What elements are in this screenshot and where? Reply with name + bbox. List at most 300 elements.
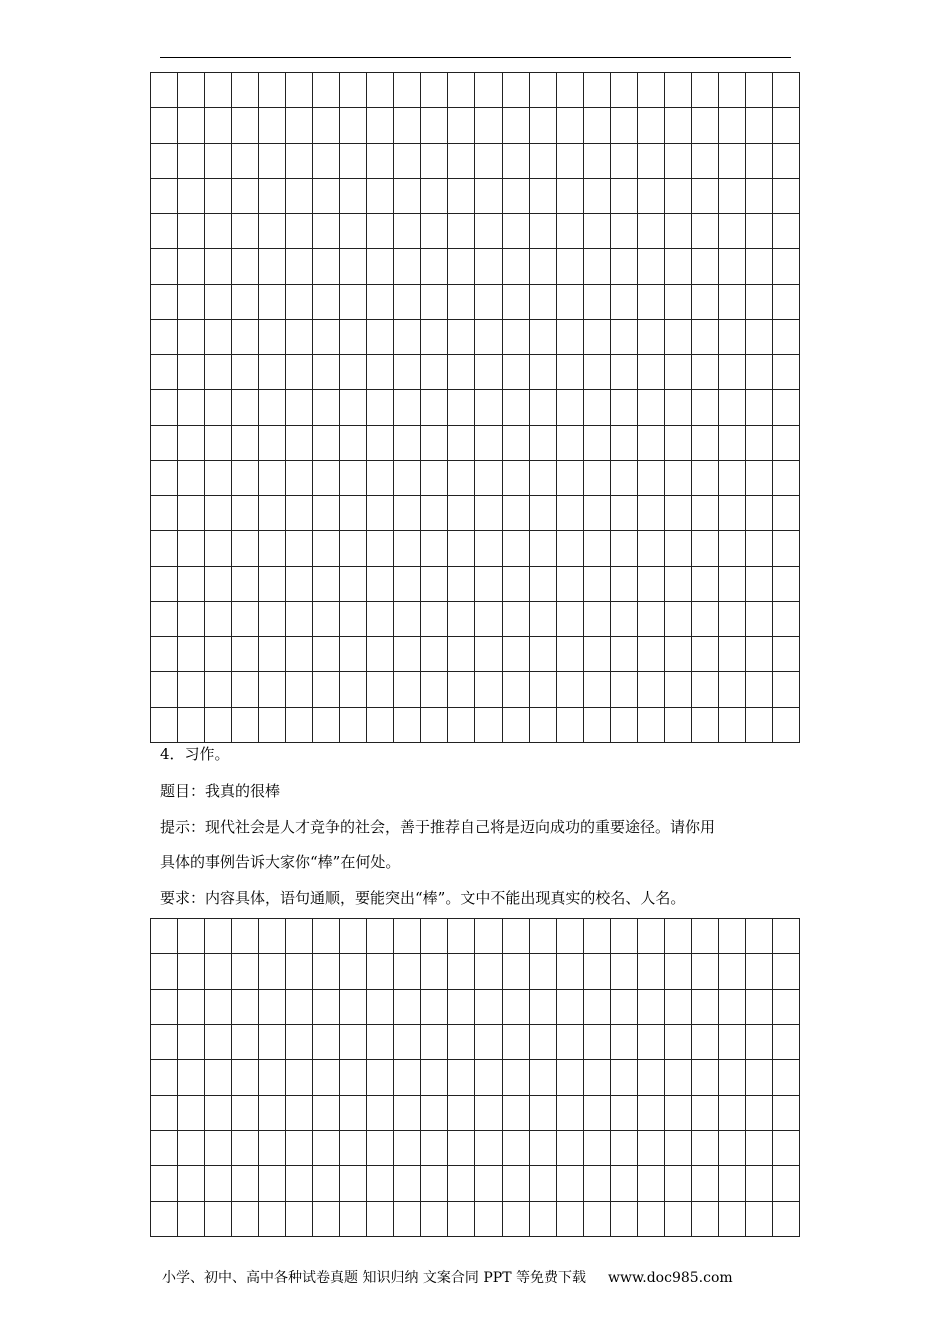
grid-cell [746,144,773,179]
grid-cell [584,637,611,672]
grid-cell [205,708,232,743]
grid-cell [503,1131,530,1166]
grid-cell [475,531,502,566]
grid-cell [313,1166,340,1201]
grid-cell [340,249,367,284]
grid-cell [178,285,205,320]
grid-cell [259,567,286,602]
grid-cell [530,144,557,179]
grid-cell [584,919,611,954]
grid-cell [151,179,178,214]
footer-text: 小学、初中、高中各种试卷真题 知识归纳 文案合同 PPT 等免费下载 [162,1270,586,1286]
grid-cell [367,73,394,108]
grid-cell [530,1202,557,1237]
grid-cell [719,214,746,249]
grid-cell [178,672,205,707]
grid-cell [773,1060,800,1095]
grid-cell [611,954,638,989]
grid-cell [611,73,638,108]
grid-cell [394,567,421,602]
grid-cell [719,672,746,707]
grid-cell [448,531,475,566]
grid-cell [584,531,611,566]
grid-cell [232,1025,259,1060]
grid-cell [259,919,286,954]
grid-cell [692,355,719,390]
grid-cell [719,954,746,989]
grid-cell [421,672,448,707]
grid-cell [421,1025,448,1060]
grid-cell [178,179,205,214]
grid-cell [475,567,502,602]
grid-cell [286,496,313,531]
grid-cell [340,179,367,214]
grid-cell [286,919,313,954]
grid-cell [503,708,530,743]
grid-cell [151,1166,178,1201]
grid-cell [475,1202,502,1237]
grid-cell [286,672,313,707]
grid-cell [313,496,340,531]
grid-cell [151,602,178,637]
grid-cell [475,1096,502,1131]
grid-cell [205,426,232,461]
grid-cell [421,73,448,108]
grid-cell [719,567,746,602]
grid-cell [692,567,719,602]
grid-cell [313,567,340,602]
grid-cell [746,496,773,531]
grid-cell [205,1025,232,1060]
grid-cell [394,73,421,108]
grid-cell [394,1096,421,1131]
grid-cell [475,708,502,743]
grid-cell [232,355,259,390]
grid-cell [448,285,475,320]
grid-cell [692,602,719,637]
grid-cell [557,1025,584,1060]
grid-cell [178,73,205,108]
grid-cell [205,567,232,602]
grid-cell [584,672,611,707]
grid-cell [503,1096,530,1131]
grid-cell [692,426,719,461]
grid-cell [746,249,773,284]
grid-cell [665,1025,692,1060]
grid-cell [205,355,232,390]
grid-cell [394,954,421,989]
grid-cell [475,1025,502,1060]
grid-cell [530,320,557,355]
grid-cell [611,1202,638,1237]
grid-cell [584,390,611,425]
grid-cell [448,1096,475,1131]
grid-cell [638,390,665,425]
grid-cell [367,1202,394,1237]
grid-cell [746,390,773,425]
grid-cell [286,531,313,566]
grid-cell [205,461,232,496]
grid-cell [503,602,530,637]
grid-cell [151,426,178,461]
grid-cell [313,602,340,637]
grid-cell [232,1166,259,1201]
grid-cell [313,637,340,672]
grid-cell [340,637,367,672]
grid-cell [205,285,232,320]
grid-cell [746,1096,773,1131]
grid-cell [692,708,719,743]
grid-cell [340,954,367,989]
grid-cell [151,672,178,707]
grid-cell [773,567,800,602]
grid-cell [665,355,692,390]
grid-cell [394,1025,421,1060]
grid-cell [746,708,773,743]
grid-cell [205,108,232,143]
grid-cell [475,919,502,954]
grid-cell [719,496,746,531]
grid-cell [719,1096,746,1131]
grid-cell [719,531,746,566]
grid-cell [475,355,502,390]
grid-cell [638,461,665,496]
grid-cell [503,637,530,672]
grid-cell [313,461,340,496]
grid-cell [475,390,502,425]
grid-cell [394,1131,421,1166]
grid-cell [151,1060,178,1095]
grid-cell [367,496,394,531]
grid-cell [638,672,665,707]
grid-cell [530,390,557,425]
grid-cell [475,426,502,461]
grid-cell [448,672,475,707]
grid-cell [692,1096,719,1131]
grid-cell [340,320,367,355]
grid-cell [665,1131,692,1166]
grid-cell [367,1131,394,1166]
grid-cell [638,355,665,390]
grid-cell [421,1131,448,1166]
grid-cell [692,320,719,355]
grid-cell [286,567,313,602]
grid-cell [611,1060,638,1095]
grid-cell [557,954,584,989]
grid-cell [151,954,178,989]
grid-cell [448,144,475,179]
grid-cell [584,496,611,531]
grid-cell [475,602,502,637]
grid-cell [178,602,205,637]
grid-cell [773,355,800,390]
grid-cell [232,179,259,214]
grid-cell [205,531,232,566]
grid-cell [421,919,448,954]
grid-cell [557,990,584,1025]
grid-cell [232,390,259,425]
grid-cell [638,1131,665,1166]
grid-cell [475,672,502,707]
grid-cell [448,108,475,143]
grid-cell [286,637,313,672]
grid-cell [773,919,800,954]
grid-cell [313,919,340,954]
grid-cell [719,919,746,954]
grid-cell [178,390,205,425]
grid-cell [557,249,584,284]
grid-cell [503,1060,530,1095]
grid-cell [421,496,448,531]
grid-cell [530,108,557,143]
grid-cell [746,426,773,461]
grid-cell [421,179,448,214]
grid-cell [205,1096,232,1131]
grid-cell [475,179,502,214]
grid-cell [394,285,421,320]
grid-cell [340,355,367,390]
grid-cell [151,1096,178,1131]
grid-cell [448,426,475,461]
grid-cell [367,1166,394,1201]
grid-cell [367,179,394,214]
grid-cell [259,214,286,249]
grid-cell [448,602,475,637]
grid-cell [611,426,638,461]
grid-cell [719,1166,746,1201]
grid-cell [773,179,800,214]
grid-cell [530,990,557,1025]
grid-cell [692,179,719,214]
grid-cell [394,637,421,672]
grid-cell [611,708,638,743]
grid-cell [259,461,286,496]
grid-cell [692,1166,719,1201]
grid-cell [394,108,421,143]
grid-cell [286,390,313,425]
grid-cell [178,1060,205,1095]
grid-cell [232,954,259,989]
grid-cell [232,249,259,284]
grid-cell [367,355,394,390]
grid-cell [367,390,394,425]
grid-cell [178,461,205,496]
grid-cell [367,531,394,566]
grid-cell [719,108,746,143]
grid-cell [448,919,475,954]
grid-cell [232,567,259,602]
grid-cell [475,73,502,108]
grid-cell [746,355,773,390]
grid-cell [719,73,746,108]
grid-cell [557,531,584,566]
grid-cell [313,426,340,461]
grid-cell [665,214,692,249]
grid-cell [286,73,313,108]
grid-cell [313,1060,340,1095]
grid-cell [584,144,611,179]
grid-cell [584,355,611,390]
grid-cell [178,355,205,390]
grid-cell [313,108,340,143]
grid-cell [530,954,557,989]
grid-cell [611,108,638,143]
grid-cell [773,1166,800,1201]
page-footer [162,1267,733,1287]
grid-cell [611,214,638,249]
grid-cell [421,461,448,496]
grid-cell [259,249,286,284]
grid-cell [665,602,692,637]
grid-cell [367,144,394,179]
grid-cell [746,637,773,672]
grid-cell [367,708,394,743]
grid-cell [584,214,611,249]
grid-cell [340,567,367,602]
grid-cell [557,1096,584,1131]
grid-cell [746,567,773,602]
grid-cell [584,179,611,214]
grid-cell [638,708,665,743]
grid-cell [448,990,475,1025]
grid-cell [259,355,286,390]
grid-cell [421,637,448,672]
grid-cell [638,1060,665,1095]
grid-cell [746,1202,773,1237]
footer-site-link[interactable]: www.doc985.com [607,1270,733,1286]
grid-cell [151,144,178,179]
grid-cell [638,567,665,602]
grid-cell [503,461,530,496]
grid-cell [259,1096,286,1131]
grid-cell [232,144,259,179]
grid-cell [665,1096,692,1131]
grid-cell [692,249,719,284]
grid-cell [205,1060,232,1095]
grid-cell [313,214,340,249]
grid-cell [394,1060,421,1095]
grid-cell [178,1202,205,1237]
grid-cell [421,954,448,989]
grid-cell [340,73,367,108]
grid-cell [259,708,286,743]
grid-cell [394,531,421,566]
grid-cell [773,214,800,249]
grid-cell [584,1096,611,1131]
grid-cell [313,1096,340,1131]
grid-cell [773,285,800,320]
grid-cell [286,214,313,249]
grid-cell [205,672,232,707]
grid-cell [151,919,178,954]
grid-cell [448,496,475,531]
grid-cell [259,531,286,566]
grid-cell [584,249,611,284]
grid-cell [151,390,178,425]
grid-cell [557,1166,584,1201]
question-title: 4．习作。 [160,745,230,763]
grid-cell [340,144,367,179]
grid-cell [367,919,394,954]
grid-cell [259,108,286,143]
grid-cell [475,144,502,179]
grid-cell [530,249,557,284]
grid-cell [557,708,584,743]
grid-cell [205,320,232,355]
grid-cell [746,672,773,707]
grid-cell [259,426,286,461]
grid-cell [421,320,448,355]
grid-cell [205,1202,232,1237]
grid-cell [313,1202,340,1237]
grid-cell [394,390,421,425]
grid-cell [151,637,178,672]
grid-cell [638,1096,665,1131]
grid-cell [638,1166,665,1201]
grid-cell [665,672,692,707]
grid-cell [178,637,205,672]
grid-cell [530,567,557,602]
grid-cell [638,320,665,355]
grid-cell [232,531,259,566]
grid-cell [584,990,611,1025]
grid-cell [584,1166,611,1201]
grid-cell [503,73,530,108]
grid-cell [665,708,692,743]
grid-cell [503,144,530,179]
grid-cell [719,1060,746,1095]
grid-cell [286,1202,313,1237]
grid-cell [394,249,421,284]
grid-cell [205,214,232,249]
grid-cell [259,1202,286,1237]
grid-cell [205,954,232,989]
grid-cell [611,637,638,672]
grid-cell [503,1025,530,1060]
grid-cell [178,531,205,566]
grid-cell [340,531,367,566]
grid-cell [151,73,178,108]
grid-cell [773,990,800,1025]
grid-cell [421,1202,448,1237]
grid-cell [367,285,394,320]
grid-cell [448,179,475,214]
grid-cell [286,426,313,461]
grid-cell [773,390,800,425]
grid-cell [448,1131,475,1166]
grid-cell [665,496,692,531]
grid-cell [475,496,502,531]
grid-cell [232,602,259,637]
grid-cell [584,708,611,743]
grid-cell [232,285,259,320]
grid-cell [557,1131,584,1166]
grid-cell [367,990,394,1025]
grid-cell [178,108,205,143]
grid-cell [638,954,665,989]
grid-cell [475,1060,502,1095]
grid-cell [340,1060,367,1095]
grid-cell [313,320,340,355]
grid-cell [611,144,638,179]
grid-cell [205,390,232,425]
grid-cell [638,144,665,179]
grid-cell [503,1166,530,1201]
grid-cell [313,990,340,1025]
grid-cell [719,355,746,390]
grid-cell [746,1166,773,1201]
grid-cell [557,567,584,602]
